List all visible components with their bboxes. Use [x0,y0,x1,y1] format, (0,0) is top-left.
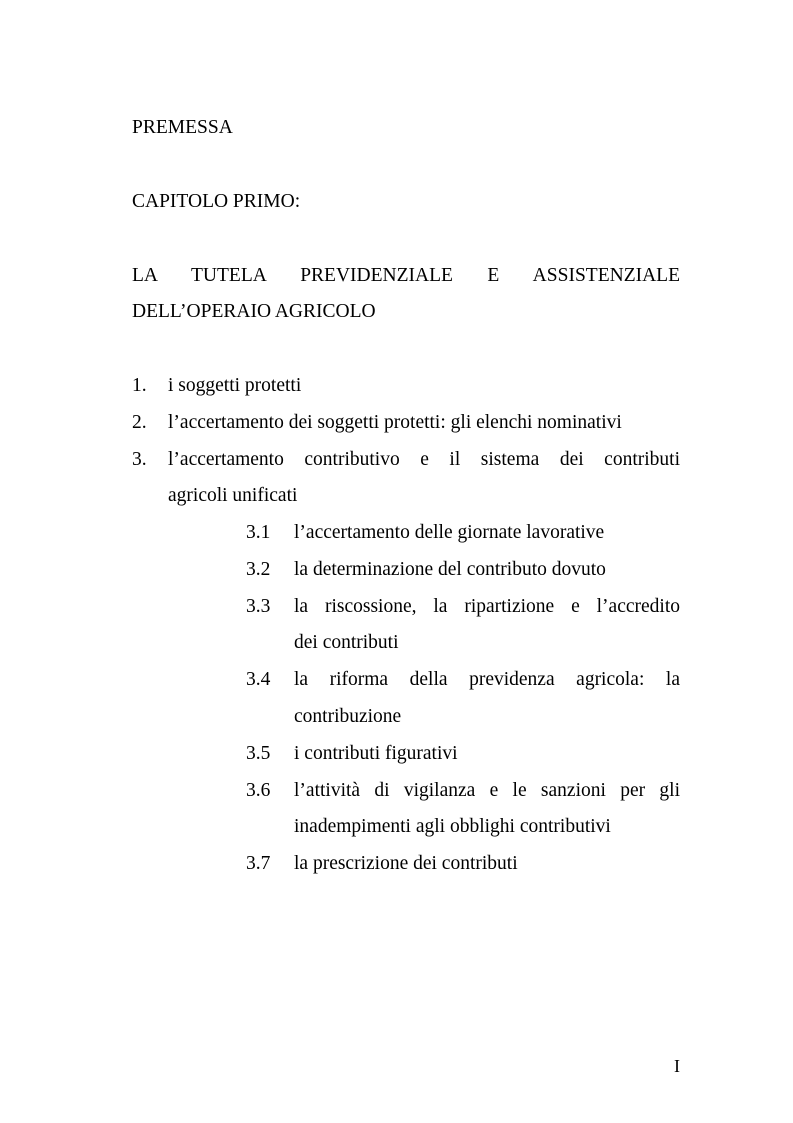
toc-item-text-line-2: agricoli unificati [168,485,298,506]
toc-subitem-number: 3.1 [246,522,271,543]
toc-subitem-text-line-1: la riforma della previdenza agricola: la [294,669,680,690]
toc-subitem-text: la determinazione del contributo dovuto [294,559,606,580]
toc-subitem-text: i contributi figurativi [294,743,458,764]
toc-item-number: 1. [132,375,147,396]
toc-item-text: i soggetti protetti [168,375,302,396]
toc-subitem-number: 3.6 [246,780,271,801]
toc-subitem-text-line-2: dei contributi [294,632,399,653]
toc-subitem-number: 3.7 [246,853,271,874]
toc-subitem-number: 3.5 [246,743,271,764]
toc-item-text: l’accertamento dei soggetti protetti: gli elenchi nominativi [168,412,622,433]
toc-subitem-text-line-1: l’attività di vigilanza e le sanzioni per gli [294,780,680,801]
toc-item-text-line-1: l’accertamento contributivo e il sistema dei contributi [168,449,680,470]
chapter-title-line-2: DELL’OPERAIO AGRICOLO [132,301,376,322]
toc-subitem-text-line-1: la riscossione, la ripartizione e l’accredito [294,596,680,617]
toc-subitem-text: la prescrizione dei contributi [294,853,518,874]
toc-subitem-text: l’accertamento delle giornate lavorative [294,522,605,543]
toc-subitem-number: 3.4 [246,669,271,690]
toc-subitem-number: 3.3 [246,596,271,617]
chapter-label: CAPITOLO PRIMO: [132,191,301,212]
page-number: I [674,1056,680,1076]
toc-subitem-text-line-2: inadempimenti agli obblighi contributivi [294,816,611,837]
toc-subitem-number: 3.2 [246,559,271,580]
toc-item-number: 2. [132,412,147,433]
chapter-title-line-1: LA TUTELA PREVIDENZIALE E ASSISTENZIALE [132,265,680,286]
toc-item-number: 3. [132,449,147,470]
toc-subitem-text-line-2: contribuzione [294,706,402,727]
premessa-heading: PREMESSA [132,117,233,138]
